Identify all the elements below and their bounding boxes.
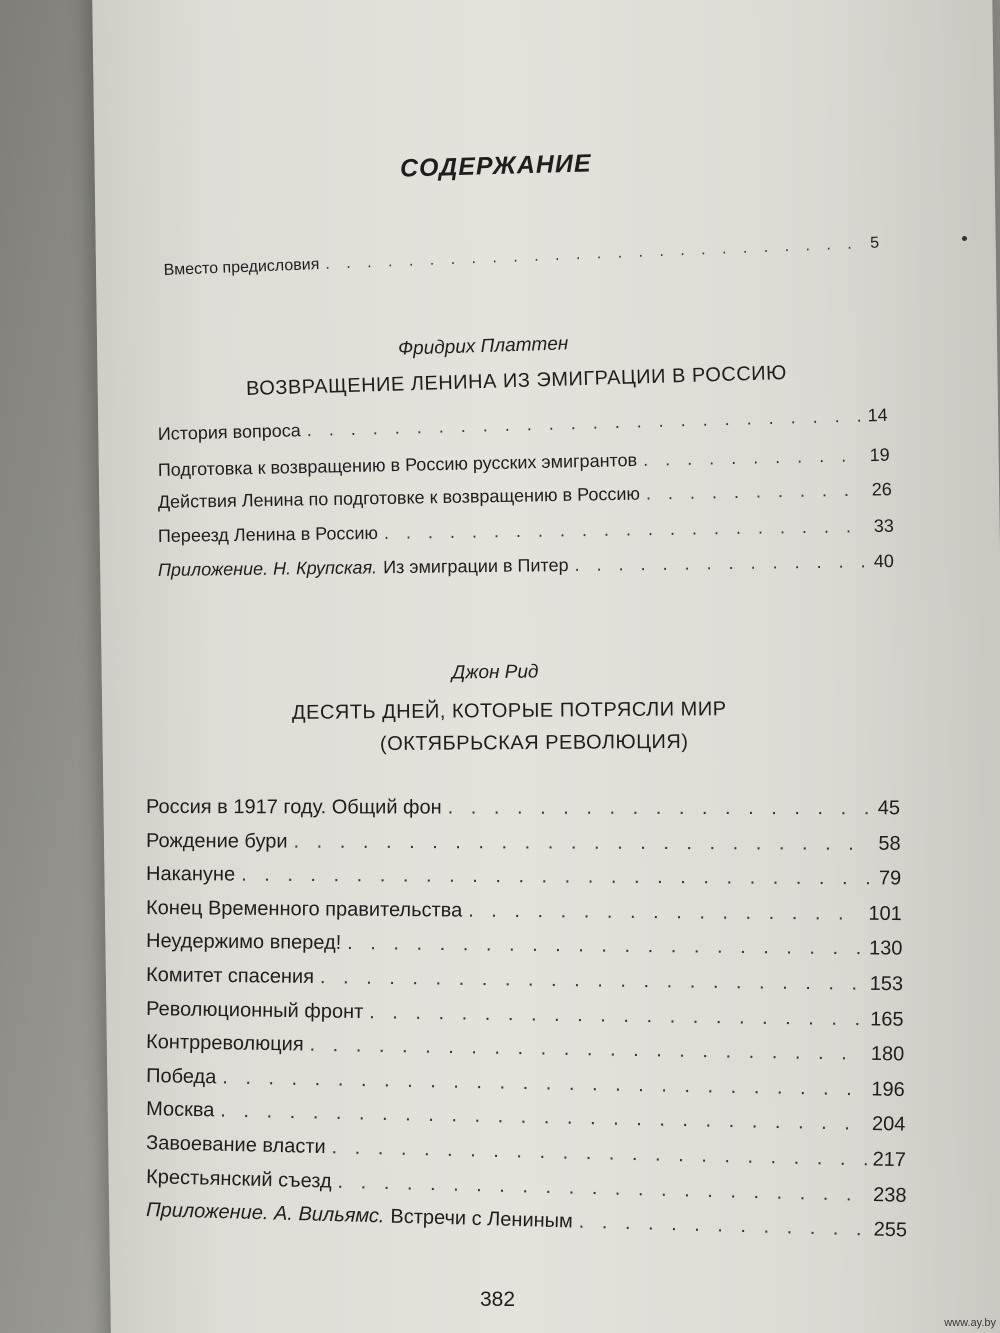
toc-entry-label: Подготовка к возвращению в Россию русских эмигрантов (157, 449, 638, 480)
toc-entry-page: 130 (868, 937, 903, 961)
leader-dots (643, 445, 864, 471)
toc-entry-page: 204 (871, 1113, 906, 1137)
toc-entry (146, 830, 901, 867)
toc-entry-label: Рождение бури (145, 829, 288, 853)
toc-entry-label: Контрреволюция (145, 1031, 304, 1056)
page-number: 382 (480, 1288, 516, 1311)
toc-entry-label: Неудержимо вперед! (145, 930, 342, 955)
toc-entry-label: Вместо предисловия (163, 256, 320, 279)
toc-entry-label: Россия в 1917 году. Общий фон (145, 796, 442, 819)
toc-entry-page: 58 (878, 832, 901, 855)
toc-entry-label: Встречи с Лениным (390, 1205, 574, 1233)
toc-entry-page: 5 (869, 234, 880, 252)
section2-author: Джон Рид (451, 661, 539, 684)
section1-title: ВОЗВРАЩЕНИЕ ЛЕНИНА ИЗ ЭМИГРАЦИИ В РОССИЮ (245, 361, 788, 401)
leader-dots (320, 966, 864, 996)
leader-dots (241, 864, 873, 891)
toc-entry-label: Переезд Ленина в Россию (157, 522, 379, 546)
toc-entry-label-italic: Приложение. Н. Крупская. (157, 557, 378, 580)
toc-entry-label: Революционный фронт (145, 997, 364, 1023)
section1-author: Фридрих Платтен (397, 333, 569, 360)
toc-entry-page: 19 (869, 444, 890, 466)
section2-title-line2: (ОКТЯБРЬСКАЯ РЕВОЛЮЦИЯ) (379, 730, 689, 756)
toc-entry-page: 101 (868, 902, 902, 925)
toc-entry-page: 180 (870, 1043, 905, 1066)
leader-dots (293, 830, 872, 855)
toc-entry-page: 33 (873, 515, 894, 537)
toc-entry-label: Конец Временного правительства (145, 896, 463, 922)
leader-dots (646, 480, 866, 505)
leader-dots (306, 406, 861, 442)
toc-entry (146, 796, 900, 831)
toc-entry-page: 26 (871, 479, 892, 500)
toc-entry-label: Победа (145, 1064, 217, 1089)
dust-speck (962, 236, 967, 241)
toc-entry-label-italic: Приложение. А. Вильямс. (145, 1199, 385, 1228)
toc-entry-label: Накануне (145, 863, 236, 886)
toc-entry-page: 40 (873, 551, 894, 572)
toc-entry-page: 238 (872, 1183, 907, 1207)
leader-dots (468, 899, 862, 925)
toc-entry-page: 14 (867, 404, 888, 426)
toc-entry-label: Завоевание власти (145, 1132, 326, 1159)
leader-dots (448, 797, 872, 821)
toc-entry-page: 255 (873, 1218, 908, 1242)
toc-entry-page: 45 (877, 797, 901, 820)
leader-dots (574, 551, 868, 576)
toc-entry-page: 165 (870, 1007, 904, 1031)
toc-entry-label: Из эмиграции в Питер (382, 554, 569, 578)
toc-entry-label: Действия Ленина по подготовке к возвращению в Россию (157, 483, 641, 512)
toc-entry-preface (163, 235, 880, 296)
leader-dots (347, 932, 863, 960)
toc-entry-label: Москва (145, 1098, 215, 1122)
toc-entry-label: Крестьянский съезд (145, 1165, 332, 1193)
toc-entry (146, 863, 901, 901)
section2-title-line1: ДЕСЯТЬ ДНЕЙ, КОТОРЫЕ ПОТРЯСЛИ МИР (291, 698, 727, 724)
toc-entry-page: 217 (872, 1148, 907, 1172)
leader-dots (325, 235, 865, 274)
toc-entry-page: 196 (871, 1078, 905, 1101)
toc-entry-label: Комитет спасения (145, 964, 315, 989)
toc-title: СОДЕРЖАНИЕ (399, 149, 592, 183)
toc-entry-label: История вопроса (157, 420, 301, 444)
toc-entry-page: 153 (869, 972, 904, 996)
toc-entry-page: 79 (878, 867, 902, 890)
watermark: www.ay.by (944, 1317, 996, 1329)
